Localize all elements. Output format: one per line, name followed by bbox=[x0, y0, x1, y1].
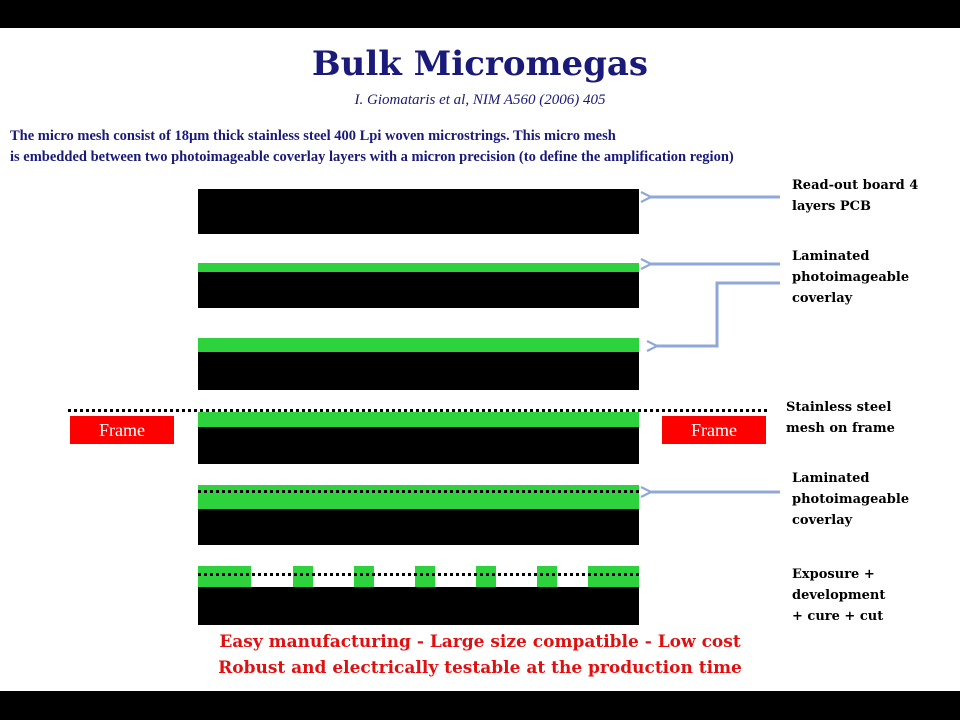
reference-citation: I. Giomataris et al, NIM A560 (2006) 405 bbox=[354, 92, 606, 108]
footer-line-2: Robust and electrically testable at the production time bbox=[218, 658, 742, 678]
intro-line-2: is embedded between two photoimageable coverlay layers with a micron precision (to define the amplification region) bbox=[10, 149, 734, 165]
footer-line-1: Easy manufacturing - Large size compatible - Low cost bbox=[219, 632, 741, 652]
frame-right: Frame bbox=[662, 416, 766, 444]
label-laminated-coverlay-bottom: Laminated photoimageable coverlay bbox=[792, 471, 910, 528]
frame-left: Frame bbox=[70, 416, 174, 444]
label-laminated-coverlay-top: Laminated photoimageable coverlay bbox=[792, 249, 910, 306]
label-readout-board: Read-out board 4 layers PCB bbox=[792, 178, 919, 214]
label-exposure: Exposure + development + cure + cut bbox=[792, 567, 886, 624]
label-stainless-mesh: Stainless steel mesh on frame bbox=[786, 400, 895, 436]
arrow-laminated-elbow bbox=[656, 283, 780, 346]
intro-line-1: The micro mesh consist of 18µm thick stainless steel 400 Lpi woven microstrings. This micro mesh bbox=[10, 128, 616, 144]
page-title: Bulk Micromegas bbox=[311, 44, 649, 84]
